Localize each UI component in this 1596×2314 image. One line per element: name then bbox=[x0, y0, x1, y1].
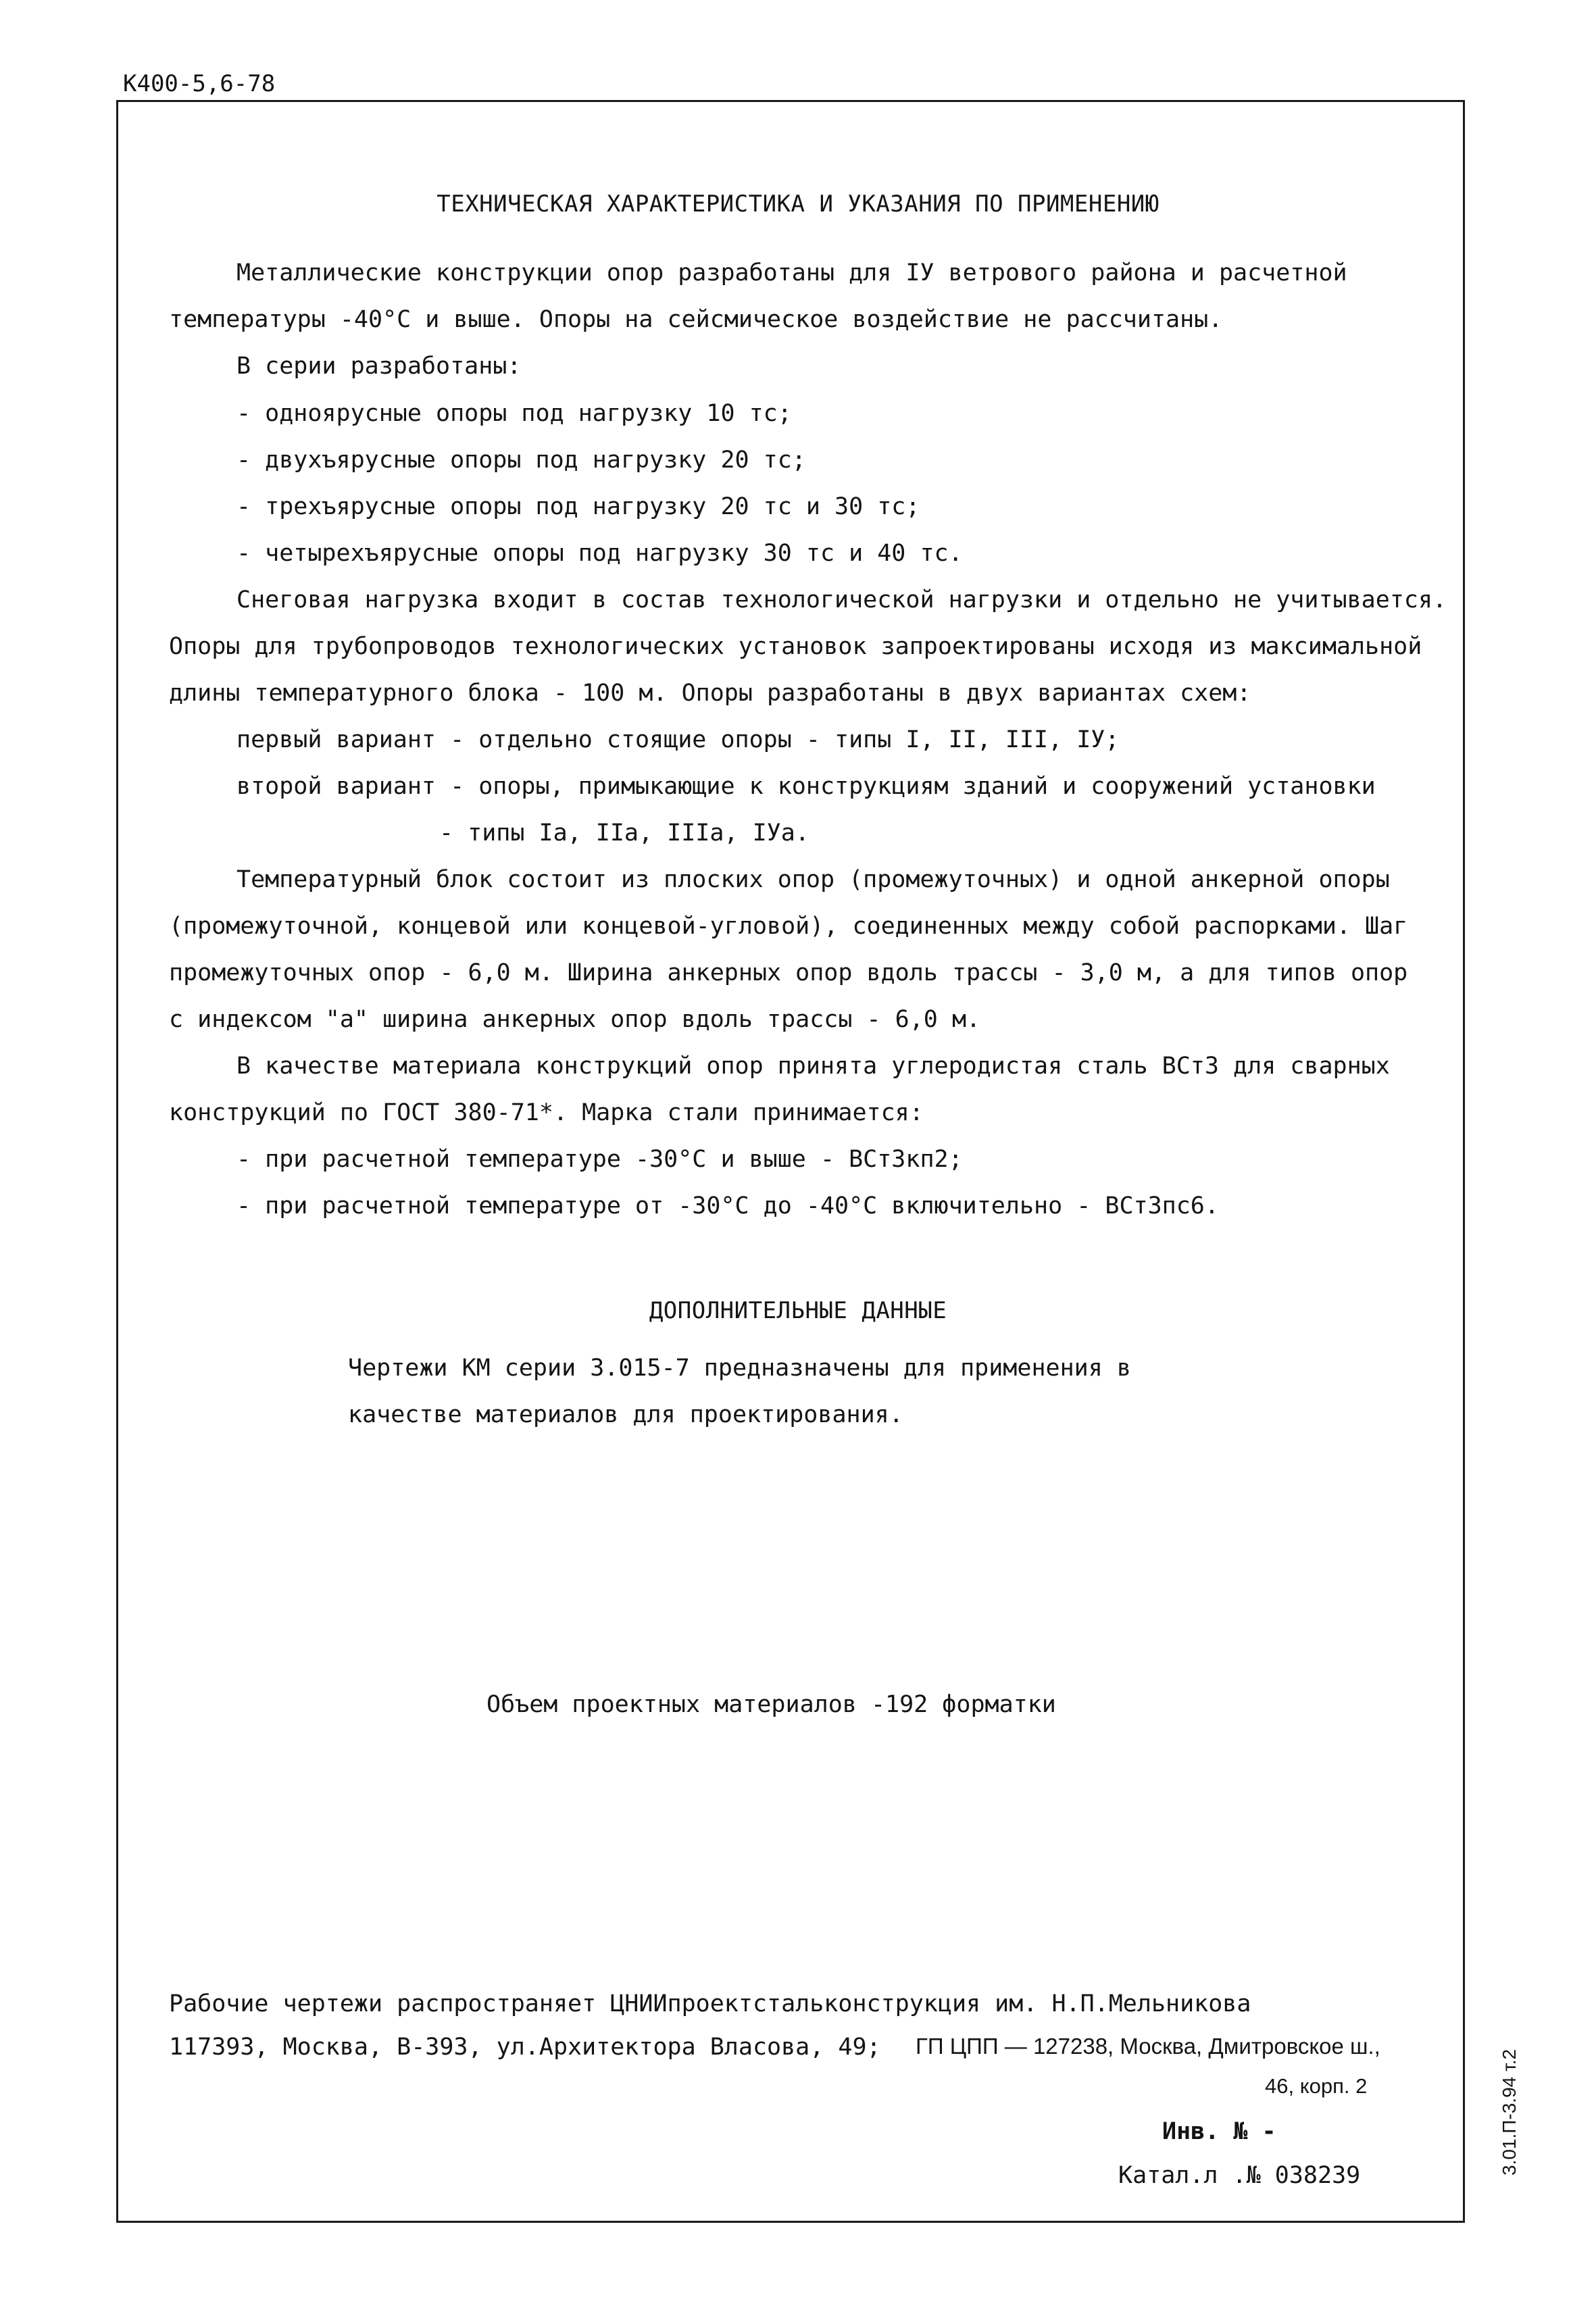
paragraph-line: температуры -40°С и выше. Опоры на сейсмическое воздействие не рассчитаны. bbox=[169, 306, 1223, 333]
footer-distributor: Рабочие чертежи распространяет ЦНИИпроектстальконструкция им. Н.П.Мельникова bbox=[169, 1990, 1251, 2017]
list-item: - четырехъярусные опоры под нагрузку 30 тс и 40 тс. bbox=[236, 540, 963, 567]
paragraph-line: качестве материалов для проектирования. bbox=[348, 1401, 903, 1428]
list-item: - трехъярусные опоры под нагрузку 20 тс и 30 тс; bbox=[236, 493, 920, 520]
list-item: - при расчетной температуре -30°С и выше - ВСт3кп2; bbox=[236, 1146, 963, 1173]
paragraph-line: длины температурного блока - 100 м. Опоры разработаны в двух вариантах схем: bbox=[169, 680, 1251, 707]
paragraph-line: Металлические конструкции опор разработаны для IУ ветрового района и расчетной bbox=[236, 259, 1347, 286]
footer-address-gp: ГП ЦПП — 127238, Москва, Дмитровское ш., bbox=[916, 2034, 1380, 2059]
paragraph-line: промежуточных опор - 6,0 м. Ширина анкерных опор вдоль трассы - 3,0 м, а для типов опор bbox=[169, 959, 1408, 986]
paragraph-line: с индексом "а" ширина анкерных опор вдоль трассы - 6,0 м. bbox=[169, 1006, 981, 1033]
paragraph-line: первый вариант - отдельно стоящие опоры - типы I, II, III, IУ; bbox=[236, 726, 1120, 753]
paragraph-line: (промежуточной, концевой или концевой-угловой), соединенных между собой распорками. Шаг bbox=[169, 913, 1408, 940]
paragraph-line: Снеговая нагрузка входит в состав технологической нагрузки и отдельно не учитывается. bbox=[236, 586, 1447, 613]
paragraph-line: Температурный блок состоит из плоских опор (промежуточных) и одной анкерной опоры bbox=[236, 866, 1390, 893]
footer-address-building: 46, корп. 2 bbox=[1265, 2074, 1368, 2098]
section-title-technical: ТЕХНИЧЕСКАЯ ХАРАКТЕРИСТИКА И УКАЗАНИЯ ПО ПРИМЕНЕНИЮ bbox=[437, 191, 1159, 218]
paragraph-line: - типы Iа, IIа, IIIа, IУа. bbox=[439, 820, 809, 847]
list-item: - одноярусные опоры под нагрузку 10 тс; bbox=[236, 400, 792, 427]
side-stamp: 3.01.П-3.94 т.2 bbox=[1499, 2048, 1520, 2175]
footer-address: 117393, Москва, В-393, ул.Архитектора Власова, 49; bbox=[169, 2034, 881, 2061]
paragraph-line: конструкций по ГОСТ 380-71*. Марка стали принимается: bbox=[169, 1099, 924, 1126]
paragraph-line: В качестве материала конструкций опор принята углеродистая сталь ВСт3 для сварных bbox=[236, 1053, 1390, 1080]
document-code: К400-5,6-78 bbox=[123, 70, 276, 97]
paragraph-line: Чертежи КМ серии 3.015-7 предназначены для применения в bbox=[348, 1355, 1131, 1382]
paragraph-line: Опоры для трубопроводов технологических установок запроектированы исходя из максимальной bbox=[169, 633, 1422, 660]
section-title-additional: ДОПОЛНИТЕЛЬНЫЕ ДАННЫЕ bbox=[649, 1297, 947, 1324]
paragraph-line: В серии разработаны: bbox=[236, 353, 522, 380]
paragraph-line: второй вариант - опоры, примыкающие к конструкциям зданий и сооружений установки bbox=[236, 773, 1376, 800]
list-item: - двухъярусные опоры под нагрузку 20 тс; bbox=[236, 447, 806, 474]
catalog-number: Катал.л .№ 038239 bbox=[1118, 2162, 1361, 2189]
inventory-number: Инв. № - bbox=[1162, 2118, 1276, 2145]
list-item: - при расчетной температуре от -30°С до -40°С включительно - ВСт3пс6. bbox=[236, 1192, 1219, 1219]
volume-note: Объем проектных материалов -192 форматки bbox=[487, 1691, 1056, 1718]
